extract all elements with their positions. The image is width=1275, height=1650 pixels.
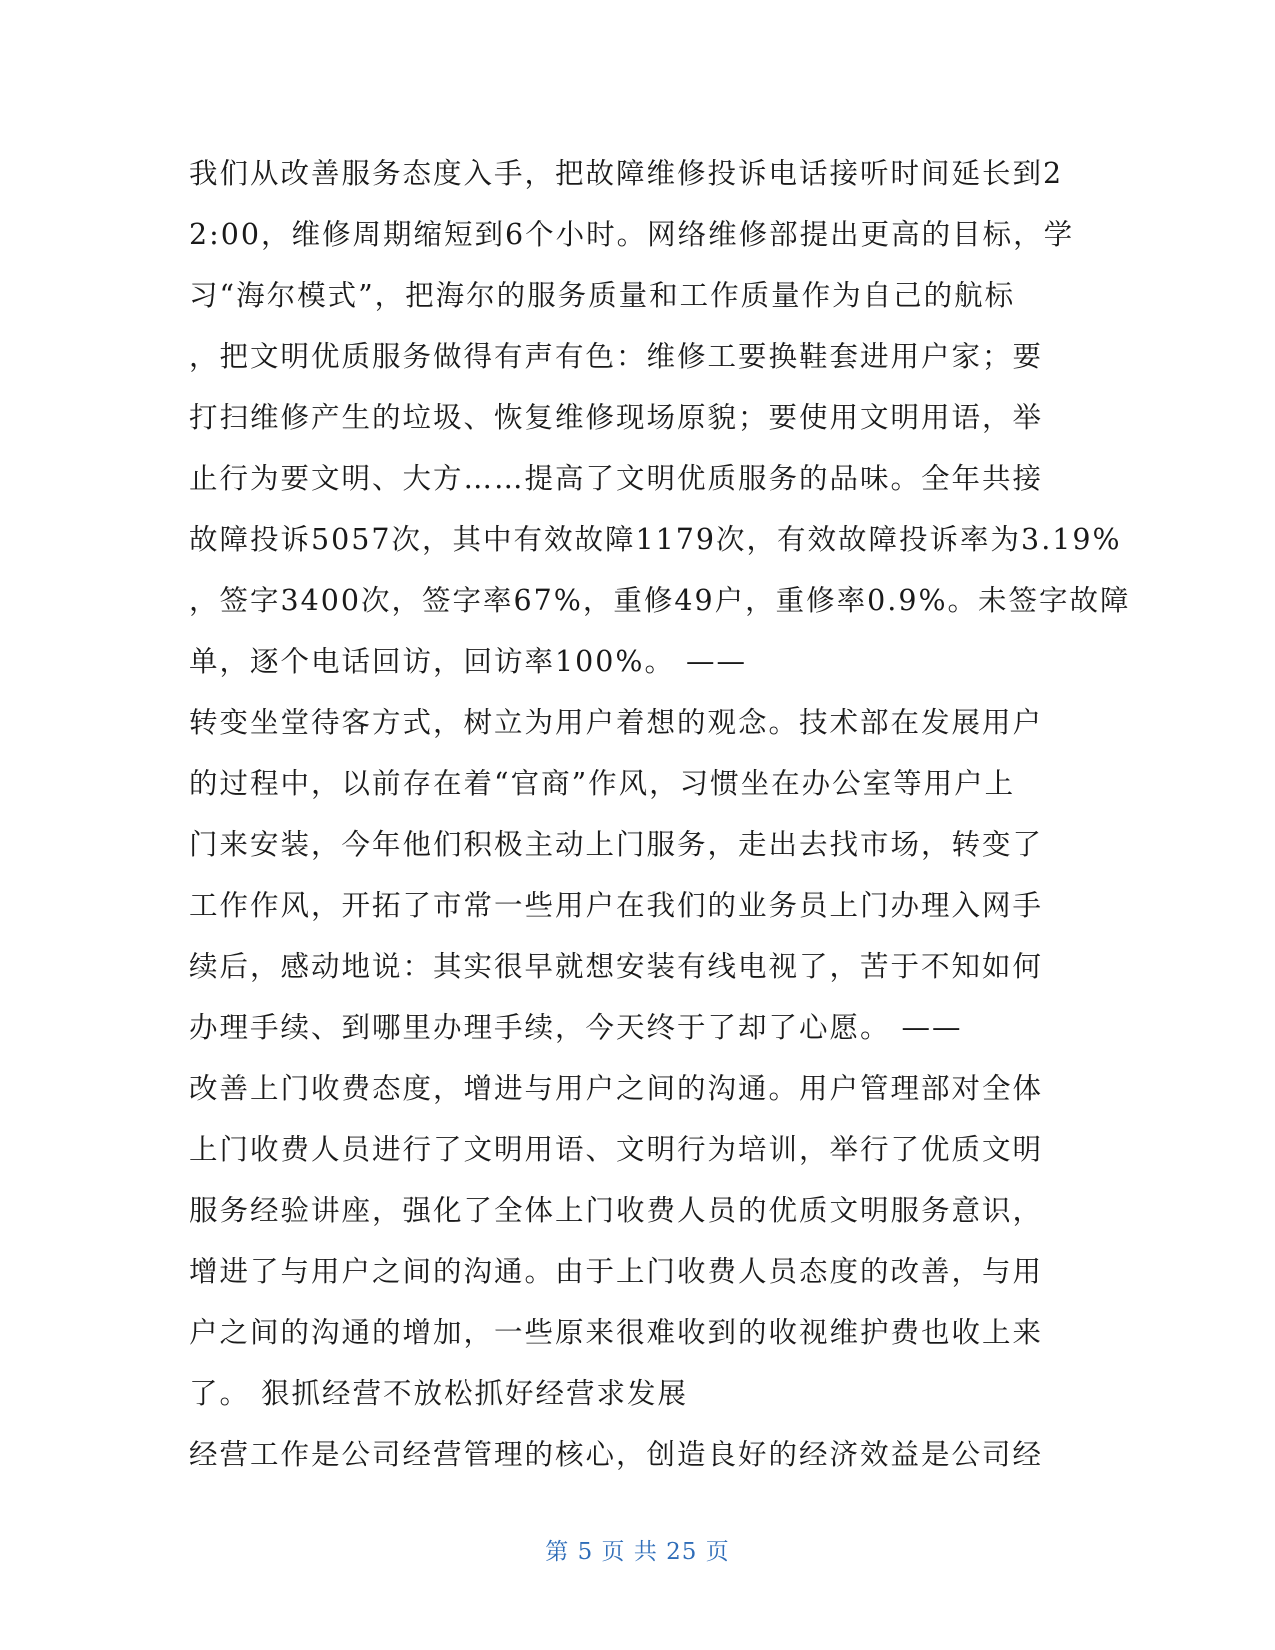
text-line: 门来安装，今年他们积极主动上门服务，走出去找市场，转变了 — [189, 828, 1044, 861]
text-line: 的过程中，以前存在着“官商”作风，习惯坐在办公室等用户上 — [189, 767, 1016, 800]
text-line: 工作作风，开拓了市常一些用户在我们的业务员上门办理入网手 — [189, 889, 1044, 922]
text-line: 续后，感动地说：其实很早就想安装有线电视了，苦于不知如何 — [189, 950, 1044, 983]
page-number-footer: 第 5 页 共 25 页 — [545, 1539, 730, 1565]
text-line: 单，逐个电话回访，回访率100%。 —— — [189, 645, 748, 678]
text-line: ，把文明优质服务做得有声有色：维修工要换鞋套进用户家；要 — [189, 340, 1044, 373]
text-line: 增进了与用户之间的沟通。由于上门收费人员态度的改善，与用 — [189, 1255, 1044, 1288]
text-line: 上门收费人员进行了文明用语、文明行为培训，举行了优质文明 — [189, 1133, 1044, 1166]
text-line: 改善上门收费态度，增进与用户之间的沟通。用户管理部对全体 — [189, 1072, 1044, 1105]
text-line: 了。 狠抓经营不放松抓好经营求发展 — [189, 1377, 689, 1410]
text-line: 办理手续、到哪里办理手续，今天终于了却了心愿。 —— — [189, 1011, 963, 1044]
text-line: 止行为要文明、大方……提高了文明优质服务的品味。全年共接 — [189, 462, 1044, 495]
text-line: ，签字3400次，签字率67%，重修49户，重修率0.9%。未签字故障 — [189, 584, 1131, 617]
text-line: 我们从改善服务态度入手，把故障维修投诉电话接听时间延长到2 — [189, 157, 1064, 190]
text-line: 2:00，维修周期缩短到6个小时。网络维修部提出更高的目标，学 — [189, 218, 1075, 251]
body-text — [189, 143, 1131, 1485]
text-line: 经营工作是公司经营管理的核心，创造良好的经济效益是公司经 — [189, 1438, 1044, 1471]
text-line: 服务经验讲座，强化了全体上门收费人员的优质文明服务意识， — [189, 1194, 1044, 1227]
text-line: 习“海尔模式”，把海尔的服务质量和工作质量作为自己的航标 — [189, 279, 1016, 312]
text-line: 打扫维修产生的垃圾、恢复维修现场原貌；要使用文明用语，举 — [189, 401, 1044, 434]
text-line: 户之间的沟通的增加，一些原来很难收到的收视维护费也收上来 — [189, 1316, 1044, 1349]
text-line: 故障投诉5057次，其中有效故障1179次，有效故障投诉率为3.19% — [189, 523, 1122, 556]
text-line: 转变坐堂待客方式，树立为用户着想的观念。技术部在发展用户 — [189, 706, 1044, 739]
